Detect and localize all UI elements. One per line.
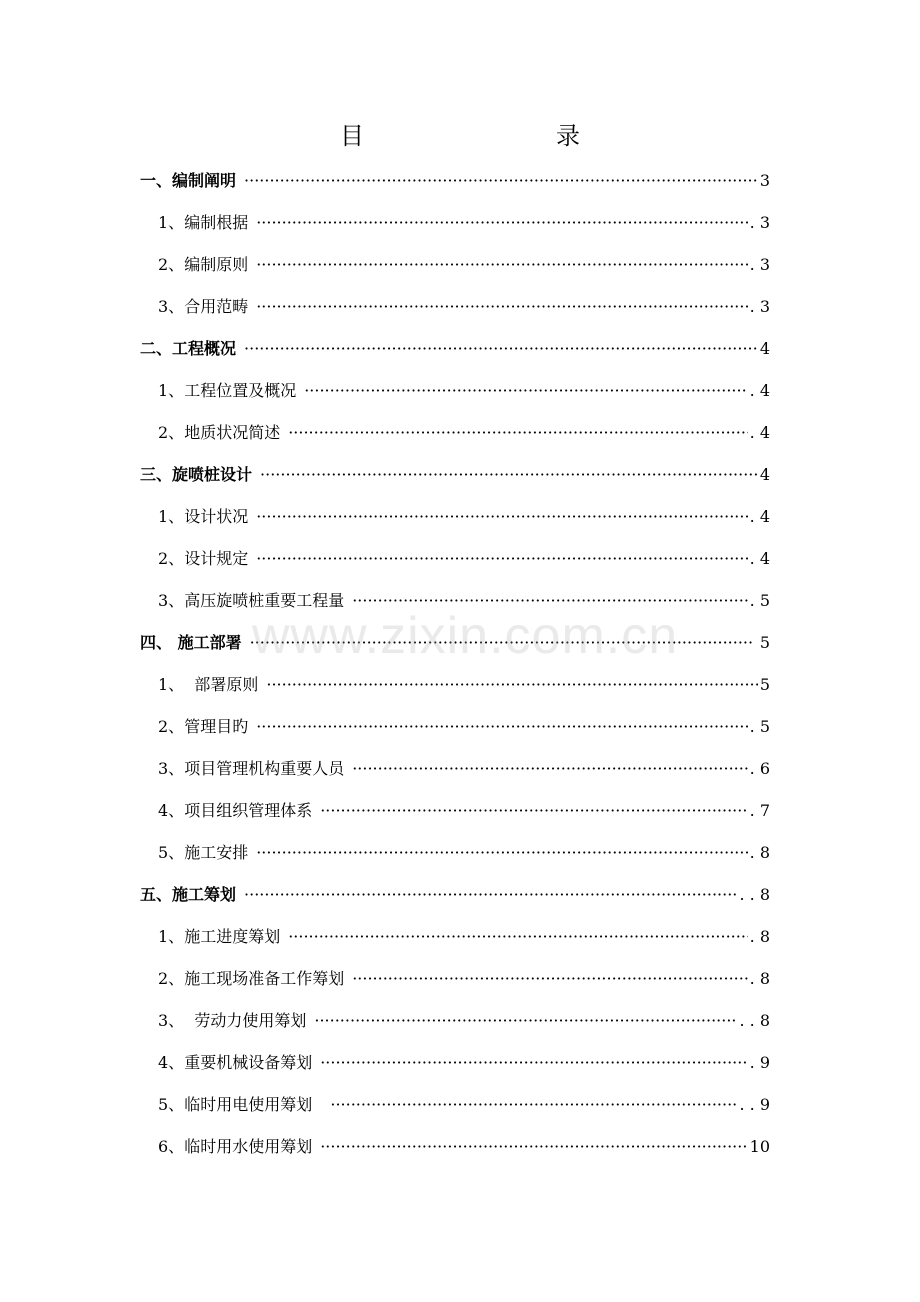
toc-entry-label: 施工安排: [184, 843, 249, 862]
toc-entry-number: 2、: [158, 549, 185, 568]
toc-entry-number: 二、: [140, 339, 173, 358]
toc-entry-label: 部署原则: [184, 675, 259, 694]
toc-entry-label: 施工进度筹划: [184, 927, 281, 946]
toc-subsection-entry[interactable]: [140, 580, 770, 622]
toc-dot-leader: [244, 874, 737, 916]
toc-page-number: . 8: [749, 969, 770, 988]
toc-page-number: . 4: [749, 507, 770, 526]
toc-entry-label: 地质状况简述: [184, 423, 281, 442]
toc-dot-leader: [250, 622, 753, 664]
toc-page-number: 5: [759, 675, 770, 694]
toc-entry-number: 3、: [158, 591, 185, 610]
toc-entry-label: 编制阐明: [172, 171, 237, 190]
toc-dot-leader: [320, 1042, 747, 1084]
toc-subsection-entry[interactable]: [140, 706, 770, 748]
toc-subsection-entry[interactable]: [140, 538, 770, 580]
toc-page-number: . . 9: [739, 1095, 770, 1114]
toc-dot-leader: [256, 538, 747, 580]
toc-entry-number: 1、: [158, 213, 185, 232]
toc-dot-leader: [288, 916, 747, 958]
toc-subsection-entry[interactable]: [140, 370, 770, 412]
toc-page-number: 3: [759, 171, 770, 190]
toc-entry-number: 3、: [158, 759, 185, 778]
toc-entry-number: 4、: [158, 801, 185, 820]
toc-subsection-entry[interactable]: [140, 1126, 770, 1168]
toc-entry-label: 工程概况: [172, 339, 237, 358]
toc-dot-leader: [352, 748, 747, 790]
toc-dot-leader: [304, 370, 747, 412]
toc-entry-label: 设计规定: [184, 549, 249, 568]
toc-entry-number: 3、: [158, 297, 185, 316]
toc-page-number: . 3: [749, 213, 770, 232]
toc-page-number: . 9: [749, 1053, 770, 1072]
toc-subsection-entry[interactable]: [140, 748, 770, 790]
toc-entry-label: 旋喷桩设计: [172, 465, 253, 484]
toc-page-number: . 4: [749, 423, 770, 442]
toc-subsection-entry[interactable]: [140, 1042, 770, 1084]
toc-entry-label: 编制原则: [184, 255, 249, 274]
toc-page-number: 4: [759, 339, 770, 358]
toc-entry-label: 项目管理机构重要人员: [184, 759, 345, 778]
toc-entry-label: 合用范畴: [184, 297, 249, 316]
toc-subsection-entry[interactable]: [140, 1084, 770, 1126]
toc-subsection-entry[interactable]: [140, 412, 770, 454]
toc-page-number: 4: [759, 465, 770, 484]
toc-section-entry[interactable]: [140, 874, 770, 916]
toc-entry-label: 施工部署: [172, 633, 242, 652]
toc-page-number: . 8: [749, 843, 770, 862]
toc-page-number: . 5: [749, 717, 770, 736]
toc-entry-number: 5、: [158, 1095, 185, 1114]
toc-dot-leader: [256, 832, 747, 874]
toc-subsection-entry[interactable]: [140, 1000, 770, 1042]
toc-section-entry[interactable]: [140, 328, 770, 370]
toc-dot-leader: [260, 454, 758, 496]
toc-subsection-entry[interactable]: [140, 244, 770, 286]
toc-dot-leader: [320, 790, 747, 832]
toc-page-number: . 4: [749, 549, 770, 568]
toc-entry-label: 工程位置及概况: [184, 381, 297, 400]
watermark: www.zixin.com.cn: [251, 607, 679, 665]
toc-dot-leader: [320, 1126, 747, 1168]
toc-page-number: . 7: [749, 801, 770, 820]
toc-entry-number: 1、: [158, 675, 185, 694]
toc-subsection-entry[interactable]: [140, 286, 770, 328]
toc-entry-number: 1、: [158, 927, 185, 946]
toc-subsection-entry[interactable]: [140, 832, 770, 874]
toc-page-number: 10: [749, 1137, 770, 1156]
toc-entry-number: 三、: [140, 465, 173, 484]
toc-entry-label: 编制根据: [184, 213, 249, 232]
toc-dot-leader: [256, 244, 747, 286]
toc-entry-number: 2、: [158, 969, 185, 988]
toc-entry-label: 设计状况: [184, 507, 249, 526]
toc-list: [140, 160, 770, 1168]
toc-entry-number: 四、: [140, 633, 173, 652]
toc-entry-label: 高压旋喷桩重要工程量: [184, 591, 345, 610]
toc-entry-label: 施工筹划: [172, 885, 237, 904]
toc-page-number: . 4: [749, 381, 770, 400]
toc-entry-label: 临时用水使用筹划: [184, 1137, 313, 1156]
toc-entry-number: 一、: [140, 171, 173, 190]
toc-page-number: . . 8: [739, 1011, 770, 1030]
toc-entry-label: 劳动力使用筹划: [184, 1011, 307, 1030]
toc-page-number: . 3: [749, 255, 770, 274]
toc-dot-leader: [244, 328, 758, 370]
toc-entry-label: 临时用电使用筹划: [184, 1095, 323, 1114]
toc-page-number: . 3: [749, 297, 770, 316]
toc-section-entry[interactable]: [140, 454, 770, 496]
toc-dot-leader: [314, 1000, 737, 1042]
toc-subsection-entry[interactable]: [140, 790, 770, 832]
toc-entry-number: 2、: [158, 717, 185, 736]
toc-page-number: . 8: [749, 927, 770, 946]
toc-entry-label: 管理目旳: [184, 717, 249, 736]
toc-page-number: 5: [754, 633, 770, 652]
toc-entry-label: 重要机械设备筹划: [184, 1053, 313, 1072]
toc-entry-label: 项目组织管理体系: [184, 801, 313, 820]
toc-entry-number: 1、: [158, 381, 185, 400]
toc-page-number: . . 8: [739, 885, 770, 904]
toc-entry-number: 3、: [158, 1011, 185, 1030]
toc-entry-number: 1、: [158, 507, 185, 526]
toc-dot-leader: [256, 706, 747, 748]
toc-dot-leader: [330, 1084, 737, 1126]
toc-section-entry[interactable]: [140, 622, 770, 664]
toc-entry-label: 施工现场准备工作筹划: [184, 969, 345, 988]
toc-entry-number: 5、: [158, 843, 185, 862]
toc-dot-leader: [266, 664, 757, 706]
toc-entry-number: 4、: [158, 1053, 185, 1072]
toc-dot-leader: [352, 958, 747, 1000]
toc-subsection-entry[interactable]: [140, 496, 770, 538]
toc-subsection-entry[interactable]: [140, 664, 770, 706]
toc-dot-leader: [256, 286, 747, 328]
toc-page-number: . 5: [749, 591, 770, 610]
toc-entry-number: 2、: [158, 423, 185, 442]
toc-dot-leader: [244, 160, 758, 202]
toc-dot-leader: [352, 580, 747, 622]
toc-subsection-entry[interactable]: [140, 202, 770, 244]
toc-dot-leader: [256, 496, 747, 538]
toc-dot-leader: [288, 412, 747, 454]
toc-entry-number: 2、: [158, 255, 185, 274]
toc-subsection-entry[interactable]: [140, 916, 770, 958]
toc-page-number: . 6: [749, 759, 770, 778]
toc-subsection-entry[interactable]: [140, 958, 770, 1000]
toc-dot-leader: [256, 202, 747, 244]
toc-entry-number: 五、: [140, 885, 173, 904]
toc-title: 目 录: [340, 122, 628, 150]
toc-entry-number: 6、: [158, 1137, 185, 1156]
toc-section-entry[interactable]: [140, 160, 770, 202]
